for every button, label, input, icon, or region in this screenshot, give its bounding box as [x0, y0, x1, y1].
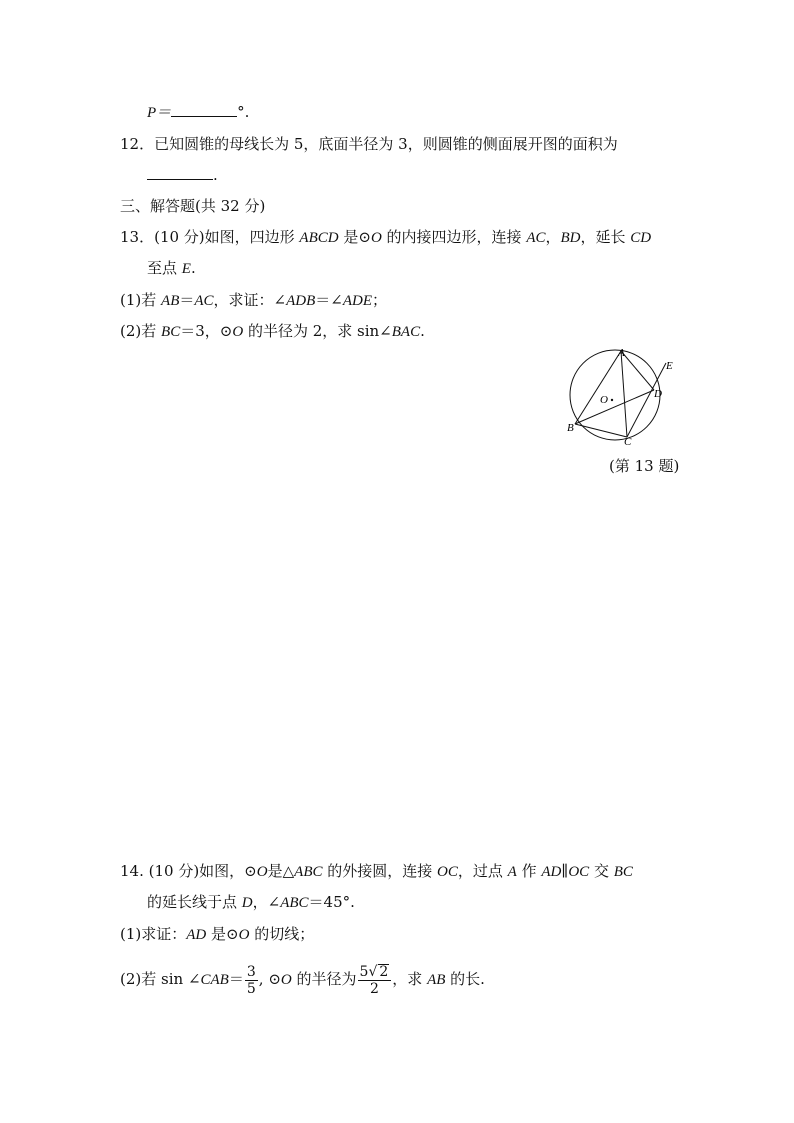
q12-answer-line: .	[147, 165, 218, 185]
q11-answer-blank[interactable]	[171, 102, 237, 117]
q13-text-line2: 至点 E.	[147, 259, 196, 277]
line-bd	[575, 390, 654, 424]
section-title: 三、解答题(共 32 分)	[120, 197, 266, 215]
line-ac	[621, 351, 627, 437]
sqrt-icon: √	[368, 963, 378, 980]
q14-text-line1: 14. (10 分)如图，⊙O是△ABC 的外接圆，连接 OC，过点 A 作 AD∥OC 交 BC	[120, 862, 633, 880]
q14-part1: (1)求证：AD 是⊙O 的切线；	[120, 925, 315, 943]
label-d: D	[654, 388, 662, 400]
q14-text-line2: 的延长线于点 D，∠ABC＝45°.	[147, 893, 355, 911]
line-ad	[621, 351, 654, 390]
fraction-3-5: $\frac{3}{5}$	[246, 963, 256, 997]
q11-answer-line	[147, 102, 249, 123]
label-o: O	[600, 394, 608, 406]
line-bc	[575, 424, 627, 437]
label-c: C	[624, 436, 632, 448]
q13-text-line1: 13．(10 分)如图，四边形 ABCD 是⊙O 的内接四边形，连接 AC，BD，延长 CD	[120, 228, 652, 246]
q11-lead: P＝	[147, 105, 172, 121]
label-e: E	[666, 360, 673, 372]
point-o	[611, 399, 613, 401]
q12-text: 12．已知圆锥的母线长为 5，底面半径为 3，则圆锥的侧面展开图的面积为	[120, 135, 618, 153]
label-b: B	[567, 422, 574, 434]
label-a: A	[618, 347, 625, 359]
q11-end: °.	[237, 103, 250, 121]
line-ab	[575, 351, 621, 424]
q13-figure	[560, 345, 680, 450]
q12-answer-blank[interactable]	[147, 165, 213, 180]
q13-caption: (第 13 题)	[609, 457, 680, 475]
q13-part2: (2)若 BC＝3，⊙O 的半径为 2，求 sin∠BAC.	[120, 322, 425, 340]
q13-part1: (1)若 AB＝AC，求证：∠ADB＝∠ADE；	[120, 291, 388, 309]
fraction-radius: $\frac{5√ 2}{2}$	[358, 964, 392, 997]
q14-part2: (2)若 sin ∠CAB＝ $\frac{3}{5}$ , ⊙O 的半径为 $\frac{5√ 2}{2}$ ，求 AB 的长.	[120, 963, 485, 997]
